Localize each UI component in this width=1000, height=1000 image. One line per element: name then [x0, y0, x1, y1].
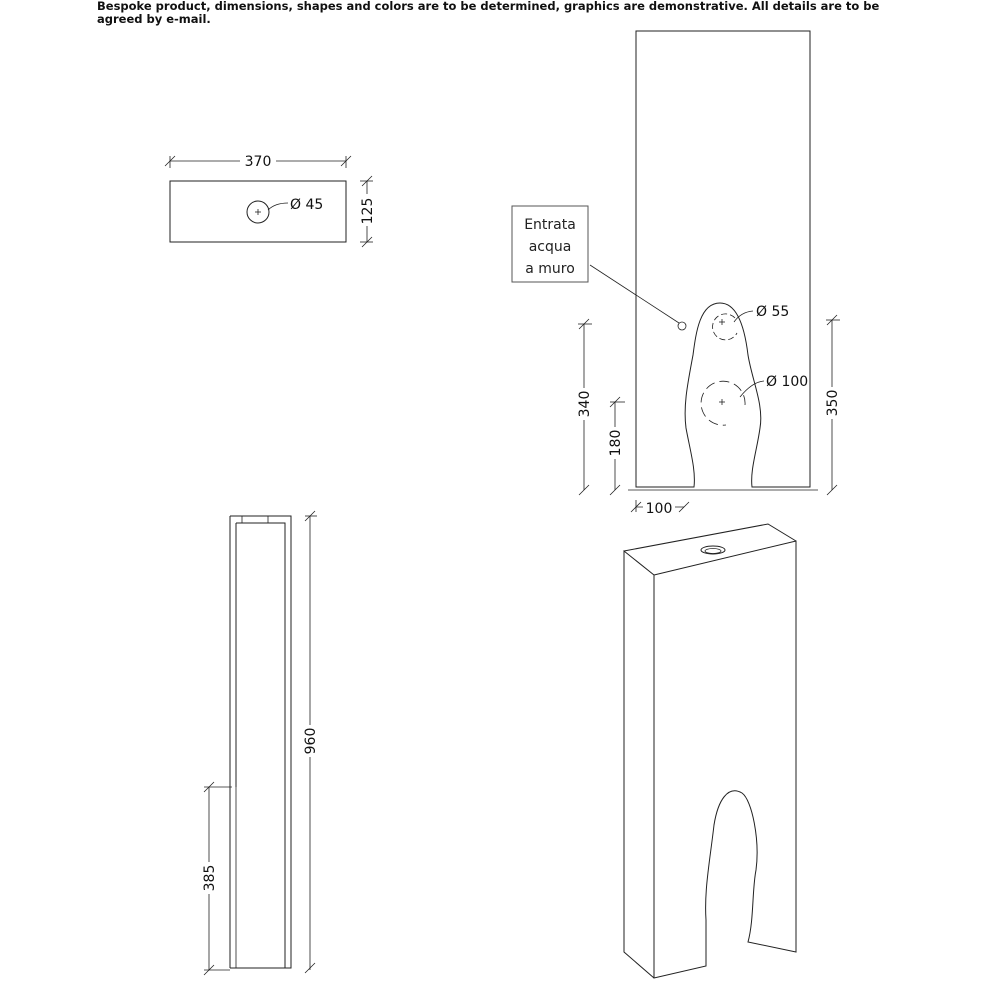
disclaimer-note: Bespoke product, dimensions, shapes and colors are to be determined, graphics are demonstrative. All details are to be agreed by e-mail.	[97, 0, 880, 26]
perspective-side-face	[624, 551, 654, 978]
callout-line-1: Entrata	[524, 217, 576, 233]
top-view	[165, 152, 376, 247]
top-depth-label: 125	[360, 197, 376, 225]
front-view-outline	[636, 31, 810, 487]
base-width-label: 100	[645, 501, 673, 517]
callout-line-3: a muro	[525, 261, 575, 277]
callout-line-2: acqua	[528, 239, 572, 255]
height-left-label: 340	[577, 390, 593, 418]
water-inlet-point	[678, 322, 686, 330]
total-height-label: 960	[303, 727, 319, 755]
lower-hole-label: Ø 100	[766, 374, 809, 390]
perspective-top-hole	[701, 546, 725, 554]
front-view	[512, 31, 841, 517]
height-right-label: 350	[825, 389, 841, 417]
cut-height-label: 385	[202, 864, 218, 892]
perspective-front-face	[654, 541, 796, 978]
inlet-height-label: 180	[608, 429, 624, 457]
side-view-outline	[230, 516, 291, 968]
top-width-label: 370	[244, 154, 272, 170]
side-view	[201, 511, 319, 975]
top-hole-label: Ø 45	[290, 197, 324, 213]
upper-hole-label: Ø 55	[756, 304, 790, 320]
perspective-view	[624, 524, 796, 978]
